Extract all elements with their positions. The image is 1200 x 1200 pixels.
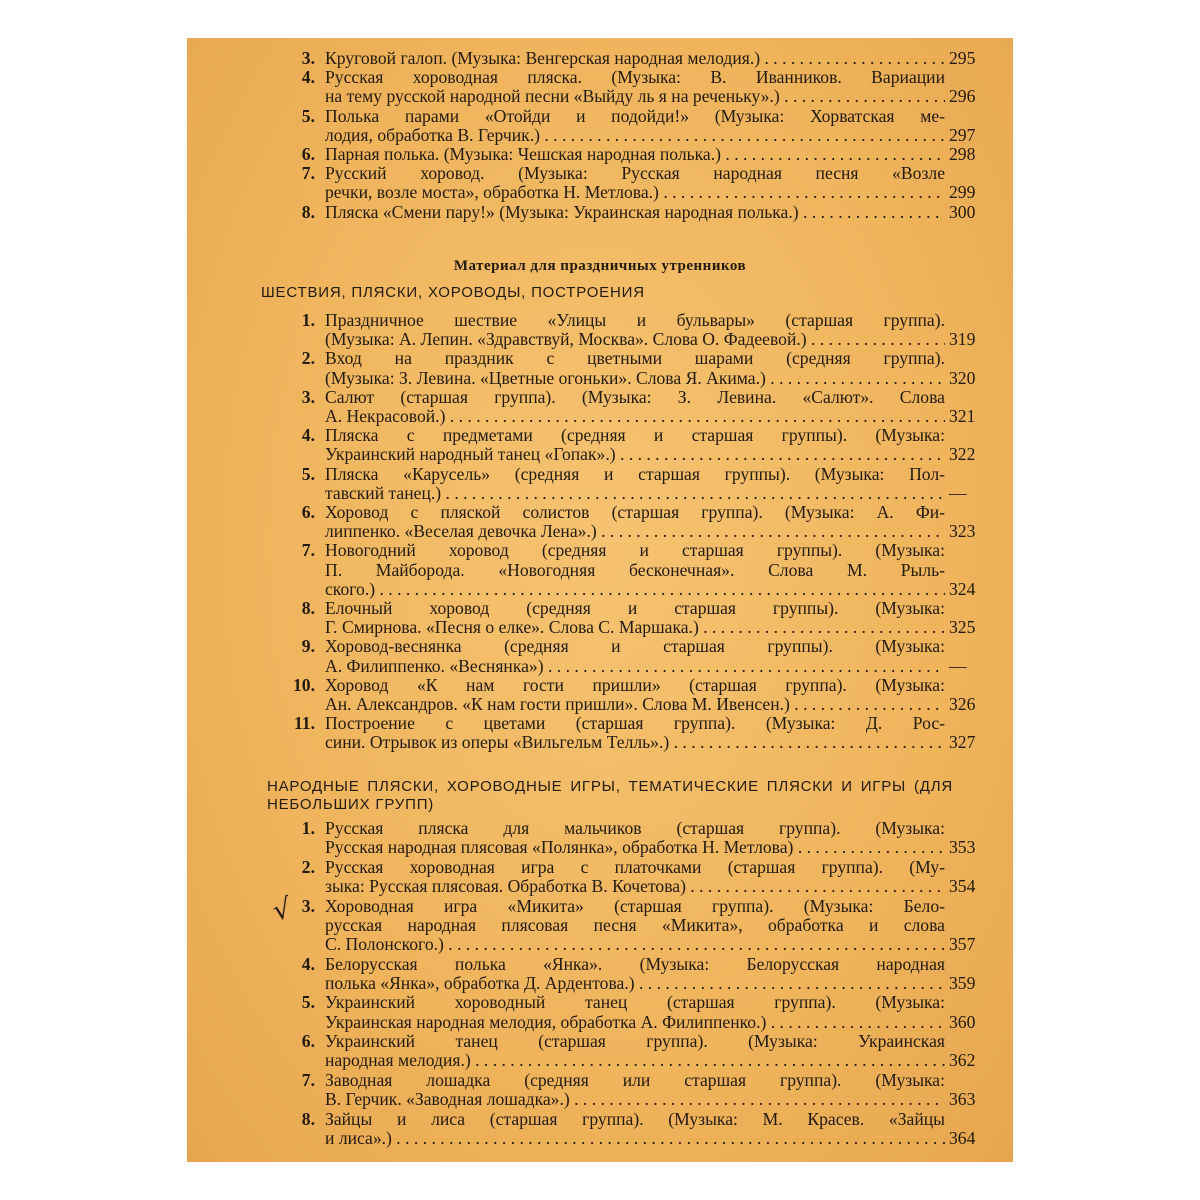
- entry-page-number: 321: [949, 405, 976, 426]
- entry-page-number: 325: [949, 617, 976, 638]
- entry-number: 6.: [301, 1031, 315, 1052]
- entry-text-line: Украинский хороводный танец (старшая группа). (Музыка:: [325, 992, 945, 1013]
- entry-page-number: —: [949, 482, 967, 503]
- entry-text-line: Русская пляска для мальчиков (старшая группа). (Музыка:: [325, 818, 945, 838]
- entry-page-number: 364: [949, 1127, 976, 1148]
- entry-page-number: 319: [949, 329, 976, 350]
- entry-page-number: 357: [949, 933, 976, 954]
- entry-text-line: А. Филиппенко. «Веснянка») . . .: [325, 656, 945, 676]
- entry-text-line: А. Некрасовой.) . . .: [325, 406, 945, 426]
- entry-page-number: 298: [949, 144, 976, 164]
- entry-page-number: 323: [949, 521, 976, 542]
- entry-text-line: С. Полонского.) . . .: [325, 934, 945, 954]
- entry-number: 5.: [301, 992, 315, 1013]
- entry-text-line: тавский танец.) . . .: [325, 483, 945, 503]
- entry-text-line: Г. Смирнова. «Песня о елке». Слова С. Маршака.) . . .: [325, 617, 945, 637]
- entry-number: 7.: [301, 163, 315, 184]
- book-page: [187, 38, 1013, 1162]
- entry-text-line: Новогодний хоровод (средняя и старшая группы). (Музыка:: [325, 540, 945, 561]
- section-heading-processions: ШЕСТВИЯ, ПЛЯСКИ, ХОРОВОДЫ, ПОСТРОЕНИЯ: [261, 284, 645, 301]
- entry-number: 1.: [301, 310, 315, 330]
- entry-page-number: 299: [949, 182, 976, 203]
- entry-page-number: 322: [949, 444, 976, 465]
- entry-text-line: Украинская народная мелодия, обработка А. Филиппенко.) . . .: [325, 1012, 945, 1032]
- entry-number: 10.: [293, 674, 315, 695]
- entry-text-line: Хоровод «К нам гости пришли» (старшая группа). (Музыка:: [325, 674, 945, 695]
- entry-number: 3.: [301, 895, 315, 916]
- entry-number: 1.: [301, 818, 315, 838]
- entry-text-line: Елочный хоровод (средняя и старшая группы). (Музыка:: [325, 598, 945, 618]
- entry-text-line: Заводная лошадка (средняя или старшая группа). (Музыка:: [325, 1070, 945, 1090]
- entry-text-line: и лиса».) . . .: [325, 1128, 945, 1148]
- entry-page-number: 327: [949, 732, 976, 753]
- entry-number: 2.: [301, 348, 315, 369]
- entry-page-number: 353: [949, 837, 976, 858]
- entry-page-number: 359: [949, 972, 976, 993]
- entry-number: 3.: [301, 386, 315, 407]
- entry-text-line: Пляска с предметами (средняя и старшая группы). (Музыка:: [325, 425, 945, 446]
- entry-page-number: 320: [949, 367, 976, 388]
- section-heading-folk-dances: НАРОДНЫЕ ПЛЯСКИ, ХОРОВОДНЫЕ ИГРЫ, ТЕМАТИЧЕСКИЕ ПЛЯСКИ И ИГРЫ (ДЛЯ НЕБОЛЬШИХ ГРУПП): [267, 778, 953, 813]
- entry-text-line: липпенко. «Веселая девочка Лена».) . . .: [325, 521, 945, 541]
- entry-number: 2.: [301, 856, 315, 877]
- entry-number: 11.: [293, 713, 315, 734]
- entry-text-line: (Музыка: А. Лепин. «Здравствуй, Москва». Слова О. Фадеевой.) . . .: [325, 329, 945, 349]
- entry-text-line: сини. Отрывок из оперы «Вильгельм Телль».) . . .: [325, 732, 945, 752]
- entry-number: 3.: [301, 48, 315, 68]
- entry-text-line: Пляска «Смени пару!» (Музыка: Украинская народная полька.) . . .: [325, 202, 945, 222]
- entry-text-line: Хоровод с пляской солистов (старшая группа). (Музыка: А. Фи-: [325, 502, 945, 522]
- entry-number: 7.: [301, 540, 315, 561]
- entry-page-number: 362: [949, 1050, 976, 1071]
- entry-number: 9.: [301, 636, 315, 657]
- entry-text-line: Салют (старшая группа). (Музыка: З. Левина. «Салют». Слова: [325, 386, 945, 407]
- entry-page-number: 297: [949, 124, 976, 145]
- entry-text-line: лодия, обработка В. Герчик.) . . .: [325, 125, 945, 145]
- entry-text-line: Хороводная игра «Микита» (старшая группа). (Музыка: Бело-: [325, 895, 945, 916]
- entry-text-line: Русский хоровод. (Музыка: Русская народная песня «Возле: [325, 163, 945, 184]
- entry-number: 8.: [301, 201, 315, 222]
- entry-number: 4.: [301, 425, 315, 446]
- entry-text-line: Хоровод-веснянка (средняя и старшая группы). (Музыка:: [325, 636, 945, 657]
- entry-text-line: Полька парами «Отойди и подойди!» (Музыка: Хорватская ме-: [325, 105, 945, 126]
- entry-text-line: Русская хороводная игра с платочками (старшая группа). (Му-: [325, 856, 945, 877]
- entry-text-line: В. Герчик. «Заводная лошадка».) . . .: [325, 1089, 945, 1109]
- entry-text-line: (Музыка: З. Левина. «Цветные огоньки». Слова Я. Акима.) . . .: [325, 368, 945, 388]
- entry-text-line: Парная полька. (Музыка: Чешская народная полька.) . . .: [325, 144, 945, 164]
- entry-text-line: ского.) . . .: [325, 579, 945, 599]
- entry-text-line: Русская народная плясовая «Полянка», обработка Н. Метлова) . . .: [325, 837, 945, 857]
- entry-text-line: Русская хороводная пляска. (Музыка: В. Иванников. Вариации: [325, 67, 945, 88]
- entry-text-line: Построение с цветами (старшая группа). (Музыка: Д. Рос-: [325, 713, 945, 734]
- entry-page-number: 363: [949, 1089, 976, 1110]
- entry-text-line: Круговой галоп. (Музыка: Венгерская народная мелодия.) . . .: [325, 48, 945, 68]
- entry-text-line: на тему русской народной песни «Выйду ль я на реченьку».) . . .: [325, 86, 945, 106]
- entry-number: 5.: [301, 463, 315, 484]
- entry-number: 6.: [301, 144, 315, 164]
- entry-number: 7.: [301, 1070, 315, 1090]
- entry-number: 4.: [301, 953, 315, 974]
- entry-number: 6.: [301, 502, 315, 522]
- entry-page-number: 324: [949, 578, 976, 599]
- entry-text-line: П. Майборода. «Новогодняя бесконечная». Слова М. Рыль-: [325, 559, 945, 580]
- entry-text-line: речки, возле моста», обработка Н. Метлова.) . . .: [325, 182, 945, 202]
- entry-page-number: 295: [949, 48, 976, 68]
- handwritten-check-mark: √: [269, 891, 295, 928]
- entry-text-line: Украинский народный танец «Гопак».) . . .: [325, 444, 945, 464]
- entry-number: 8.: [301, 1108, 315, 1129]
- entry-text-line: Белорусская полька «Янка». (Музыка: Белорусская народная: [325, 953, 945, 974]
- section-title: Материал для праздничных утренников: [453, 258, 747, 274]
- entry-number: 4.: [301, 67, 315, 88]
- entry-page-number: 360: [949, 1011, 976, 1032]
- entry-text-line: полька «Янка», обработка Д. Ардентова.) . . .: [325, 973, 945, 993]
- entry-text-line: народная мелодия.) . . .: [325, 1050, 945, 1070]
- entry-text-line: Украинский танец (старшая группа). (Музыка: Украинская: [325, 1031, 945, 1052]
- entry-text-line: Зайцы и лиса (старшая группа). (Музыка: М. Красев. «Зайцы: [325, 1108, 945, 1129]
- entry-text-line: зыка: Русская плясовая. Обработка В. Кочетова) . . .: [325, 876, 945, 896]
- entry-page-number: 300: [949, 201, 976, 222]
- entry-text-line: Пляска «Карусель» (средняя и старшая группы). (Музыка: Пол-: [325, 463, 945, 484]
- entry-number: 8.: [301, 598, 315, 618]
- entry-text-line: Ан. Александров. «К нам гости пришли». Слова М. Ивенсен.) . . .: [325, 694, 945, 714]
- entry-text-line: Вход на праздник с цветными шарами (средняя группа).: [325, 348, 945, 369]
- entry-text-line: русская народная плясовая песня «Микита», обработка и слова: [325, 914, 945, 935]
- entry-number: 5.: [301, 105, 315, 126]
- entry-page-number: —: [949, 655, 967, 676]
- entry-page-number: 296: [949, 86, 976, 107]
- entry-text-line: Праздничное шествие «Улицы и бульвары» (старшая группа).: [325, 310, 945, 330]
- entry-page-number: 354: [949, 875, 976, 896]
- entry-page-number: 326: [949, 693, 976, 714]
